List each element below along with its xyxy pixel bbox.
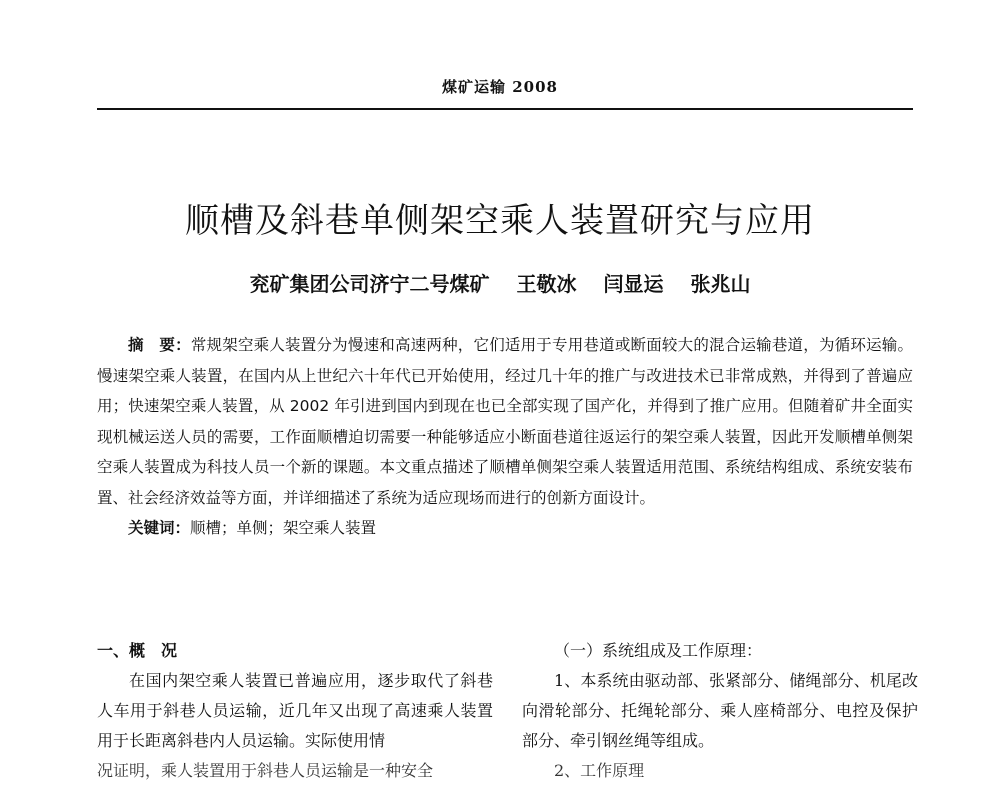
- abstract-paragraph: [97, 330, 913, 513]
- working-principle-cutoff-line: 2、工作原理: [554, 761, 645, 780]
- body-right-column: [522, 636, 918, 786]
- overview-paragraph: 在国内架空乘人装置已普遍应用，逐步取代了斜巷人车用于斜巷人员运输，近几年又出现了高速乘人装置用于长距离斜巷内人员运输。实际使用情: [97, 671, 493, 750]
- abstract-text: 常规架空乘人装置分为慢速和高速两种，它们适用于专用巷道或断面较大的混合运输巷道，为循环运输。慢速架空乘人装置，在国内从上世纪六十年代已开始使用，经过几十年的推广与改进技术已非常成熟，并得到了普遍应用；快速架空乘人装置，从 2002 年引进到国内到现在也已全部实现了国产化，并得到了推广应用。但随着矿井全面实现机械运送人员的需要，工作面顺槽迫切需要一种能够适应小断面巷道往返运行的架空乘人装置，因此开发顺槽单侧架空乘人装置成为科技人员一个新的课题。本文重点描述了顺槽单侧架空乘人装置适用范围、系统结构组成、系统安装布置、社会经济效益等方面，并详细描述了系统为适应现场而进行的创新方面设计。: [97, 336, 913, 507]
- journal-running-header: 煤矿运输 2008: [442, 78, 558, 96]
- abstract-block: [97, 330, 913, 544]
- section-heading-overview: 一、概 况: [97, 641, 178, 660]
- body-left-column: [97, 636, 493, 786]
- system-composition-paragraph: 1、本系统由驱动部、张紧部分、储绳部分、机尾改向滑轮部分、托绳轮部分、乘人座椅部分、电控及保护部分、牵引钢丝绳等组成。: [522, 671, 918, 750]
- keywords-label: 关键词：: [128, 519, 191, 537]
- overview-cutoff-line: 况证明，乘人装置用于斜巷人员运输是一种安全: [97, 761, 434, 780]
- author-name: 张兆山: [690, 272, 751, 296]
- keywords-paragraph: [97, 513, 913, 544]
- abstract-label: 摘 要：: [128, 336, 191, 354]
- keywords-text: 顺槽；单侧；架空乘人装置: [190, 519, 377, 537]
- author-line: [0, 268, 1000, 297]
- paper-title: 顺槽及斜巷单侧架空乘人装置研究与应用: [185, 200, 815, 241]
- author-name: 王敬冰: [516, 272, 577, 296]
- author-name: 闫显运: [603, 272, 664, 296]
- author-affiliation: 兖矿集团公司济宁二号煤矿: [249, 272, 490, 296]
- header-rule: [97, 108, 913, 110]
- subsection-heading-system: （一）系统组成及工作原理：: [554, 641, 763, 660]
